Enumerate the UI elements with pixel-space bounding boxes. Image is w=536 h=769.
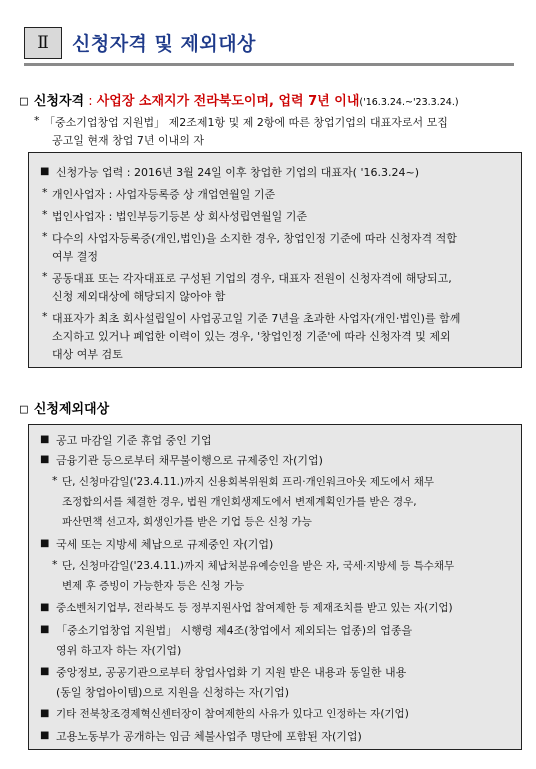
section-title: 신청자격 및 제외대상 xyxy=(72,33,256,55)
eligibility-main: 신청가능 업력 : 2016년 3월 24일 이후 창업한 기업의 대표자( '16.3.24~) xyxy=(56,166,419,179)
star-icon: * xyxy=(52,474,58,487)
eligibility-colon: : xyxy=(84,94,97,109)
section-number: Ⅱ xyxy=(24,27,62,59)
bullet-icon: ■ xyxy=(40,602,50,613)
exclusion-item-6-line-1: 중앙정보, 공공기관으로부터 창업사업화 기 지원 받은 내용과 동일한 내용 xyxy=(56,666,407,679)
checkbox-square-icon: □ xyxy=(20,402,28,417)
exclusion-item-5-line-2: 영위 하고자 하는 자(기업) xyxy=(56,644,182,657)
eligibility-highlight: 사업장 소재지가 전라북도이며, 업력 7년 이내 xyxy=(96,94,360,109)
star-icon: * xyxy=(52,558,58,571)
star-icon: * xyxy=(42,310,48,323)
exclusions-heading xyxy=(20,398,109,417)
panel-item-1: 개인사업자 : 사업자등록증 상 개업연월일 기준 xyxy=(52,188,276,201)
star-icon: * xyxy=(42,186,48,199)
panel-item-3-line-1: 다수의 사업자등록증(개인,법인)을 소지한 경우, 창업인정 기준에 따라 신청자격 적합 xyxy=(52,232,457,245)
exclusion-item-7: 기타 전북창조경제혁신센터장이 참여제한의 사유가 있다고 인정하는 자(기업) xyxy=(56,708,409,720)
exclusion-item-1: 공고 마감일 기준 휴업 중인 기업 xyxy=(56,434,212,447)
exclusion-item-4: 중소벤처기업부, 전라북도 등 정부지원사업 참여제한 등 제재조치를 받고 있는 자(기업) xyxy=(56,602,453,614)
exclusion-item-3-note-line-2: 변제 후 증빙이 가능한자 등은 신청 가능 xyxy=(62,580,245,592)
exclusion-item-2-note-line-3: 파산면책 선고자, 회생인가를 받은 기업 등은 신청 가능 xyxy=(62,516,312,528)
bullet-icon: ■ xyxy=(40,708,50,719)
exclusion-item-2-note-line-1: 단, 신청마감일('23.4.11.)까지 신용회복위원회 프리·개인워크아웃 제도에서 채무 xyxy=(62,476,435,488)
bullet-icon: ■ xyxy=(40,666,50,677)
bullet-icon: ■ xyxy=(40,166,50,177)
eligibility-period: ('16.3.24.~'23.3.24.) xyxy=(359,97,459,108)
eligibility-label: 신청자격 xyxy=(33,94,85,109)
panel-item-5-line-2: 소지하고 있거나 폐업한 이력이 있는 경우, '창업인정 기준'에 따라 신청자격 및 제외 xyxy=(52,330,451,343)
section-divider xyxy=(24,63,514,66)
bullet-icon: ■ xyxy=(40,730,50,741)
note-star: * xyxy=(34,114,40,127)
exclusion-item-5-line-1: 「중소기업창업 지원법」 시행령 제4조(창업에서 제외되는 업종)의 업종을 xyxy=(56,624,413,637)
exclusion-item-2-note-line-2: 조정합의서를 체결한 경우, 법원 개인회생제도에서 변제계획인가를 받은 경우, xyxy=(62,496,417,508)
exclusion-item-2: 금융기관 등으로부터 채무불이행으로 규제중인 자(기업) xyxy=(56,454,323,467)
bullet-icon: ■ xyxy=(40,454,50,465)
panel-item-4-line-2: 신청 제외대상에 해당되지 않아야 함 xyxy=(52,290,226,303)
exclusion-item-3: 국세 또는 지방세 체납으로 규제중인 자(기업) xyxy=(56,538,274,551)
bullet-icon: ■ xyxy=(40,538,50,549)
checkbox-square-icon: □ xyxy=(20,94,28,109)
eligibility-heading xyxy=(20,90,459,109)
exclusion-item-6-line-2: (동일 창업아이템)으로 지원을 신청하는 자(기업) xyxy=(56,686,290,699)
note-line-1: 「중소기업창업 지원법」 제2조제1항 및 제 2항에 따른 창업기업의 대표자로서 모집 xyxy=(44,116,448,129)
panel-item-4-line-1: 공동대표 또는 각자대표로 구성된 기업의 경우, 대표자 전원이 신청자격에 해당되고, xyxy=(52,272,452,285)
panel-item-2: 법인사업자 : 법인부등기등본 상 회사성립연월일 기준 xyxy=(52,210,307,223)
bullet-icon: ■ xyxy=(40,434,50,445)
section-header xyxy=(24,27,512,61)
exclusions-label: 신청제외대상 xyxy=(33,402,110,417)
exclusion-item-3-note-line-1: 단, 신청마감일('23.4.11.)까지 체납처분유예승인을 받은 자, 국세·지방세 등 특수채무 xyxy=(62,560,455,572)
exclusion-item-8: 고용노동부가 공개하는 임금 체불사업주 명단에 포함된 자(기업) xyxy=(56,730,362,743)
star-icon: * xyxy=(42,230,48,243)
panel-item-5-line-1: 대표자가 최초 회사설립일이 사업공고일 기준 7년을 초과한 사업자(개인·법인)를 함께 xyxy=(52,312,461,325)
bullet-icon: ■ xyxy=(40,624,50,635)
note-line-2: 공고일 현재 창업 7년 이내의 자 xyxy=(52,134,204,147)
panel-item-5-line-3: 대상 여부 검토 xyxy=(52,348,123,361)
star-icon: * xyxy=(42,270,48,283)
star-icon: * xyxy=(42,208,48,221)
panel-item-3-line-2: 여부 결정 xyxy=(52,250,99,263)
